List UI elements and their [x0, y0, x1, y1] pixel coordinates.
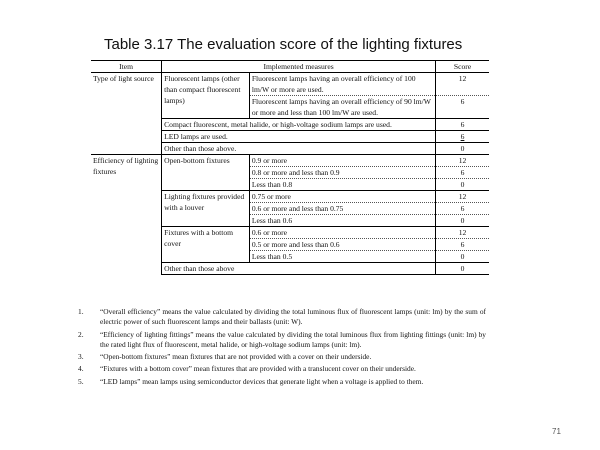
row-score: 0 — [435, 215, 489, 227]
footnote: 1. “Overall efficiency” means the value calculated by dividing the total luminous flux of fluorescent lamps (unit: lm) by the sum of electric power of such fluorescent lamps and their ballasts (unit: W). — [78, 307, 486, 327]
row-desc: Other than those above — [162, 263, 436, 275]
row-desc: 0.75 or more — [249, 191, 435, 203]
row-item-type: Type of light source — [93, 74, 154, 83]
row-score: 0 — [435, 251, 489, 263]
row-score: 6 — [435, 203, 489, 215]
row-desc: Fluorescent lamps having an overall efficiency of 90 lm/W or more and less than 100 lm/W are used. — [249, 96, 435, 119]
row-sub-open-bottom: Open-bottom fixtures — [162, 155, 250, 191]
table-header-row — [91, 61, 489, 73]
row-score: 12 — [435, 227, 489, 239]
row-sub-louver: Lighting fixtures provided with a louver — [162, 191, 250, 227]
row-score: 12 — [435, 155, 489, 167]
row-score: 12 — [435, 191, 489, 203]
footnotes — [78, 307, 486, 389]
row-desc: LED lamps are used. — [162, 131, 436, 143]
row-score: 6 — [435, 96, 489, 119]
row-score: 0 — [435, 143, 489, 155]
row-desc: 0.5 or more and less than 0.6 — [249, 239, 435, 251]
row-desc: Compact fluorescent, metal halide, or high-voltage sodium lamps are used. — [162, 119, 436, 131]
row-score: 6 — [460, 132, 465, 141]
header-score: Score — [435, 61, 489, 73]
row-desc: 0.8 or more and less than 0.9 — [249, 167, 435, 179]
evaluation-score-table — [91, 60, 489, 275]
header-measures: Implemented measures — [162, 61, 436, 73]
table-row — [91, 155, 489, 167]
footnote: 5. “LED lamps” mean lamps using semiconductor devices that generate light when a voltage is applied to them. — [78, 376, 424, 386]
row-score: 6 — [435, 119, 489, 131]
row-score: 6 — [435, 239, 489, 251]
row-desc: Less than 0.8 — [249, 179, 435, 191]
row-sub-fluorescent: Fluorescent lamps (other than compact fluorescent lamps) — [162, 73, 250, 119]
footnote: 4. “Fixtures with a bottom cover” mean fixtures that are provided with a translucent cover on their underside. — [78, 364, 416, 374]
row-score: 6 — [435, 167, 489, 179]
row-desc: 0.6 or more and less than 0.75 — [249, 203, 435, 215]
page-number: 71 — [552, 427, 561, 436]
row-desc: 0.6 or more — [249, 227, 435, 239]
row-desc: 0.9 or more — [249, 155, 435, 167]
header-item: Item — [91, 61, 162, 73]
row-sub-bottom-cover: Fixtures with a bottom cover — [162, 227, 250, 263]
row-desc: Less than 0.5 — [249, 251, 435, 263]
row-score: 0 — [435, 263, 489, 275]
row-score: 12 — [435, 73, 489, 96]
row-item-efficiency: Efficiency of lighting fixtures — [91, 155, 162, 275]
footnote: 3. “Open-bottom fixtures” mean fixtures that are not provided with a cover on their underside. — [78, 352, 372, 362]
footnote: 2. “Efficiency of lighting fittings” means the value calculated by dividing the total luminous flux from lighting fittings (unit: lm) by the rated light flux of fluorescent, metal halide, or high-voltage sodium lamps (unit: lm). — [78, 329, 486, 349]
row-desc: Other than those above. — [162, 143, 436, 155]
row-score: 0 — [435, 179, 489, 191]
table-row — [91, 73, 489, 96]
row-desc: Fluorescent lamps having an overall efficiency of 100 lm/W or more are used. — [249, 73, 435, 96]
row-desc: Less than 0.6 — [249, 215, 435, 227]
page-title: Table 3.17 The evaluation score of the lighting fixtures — [104, 36, 463, 53]
